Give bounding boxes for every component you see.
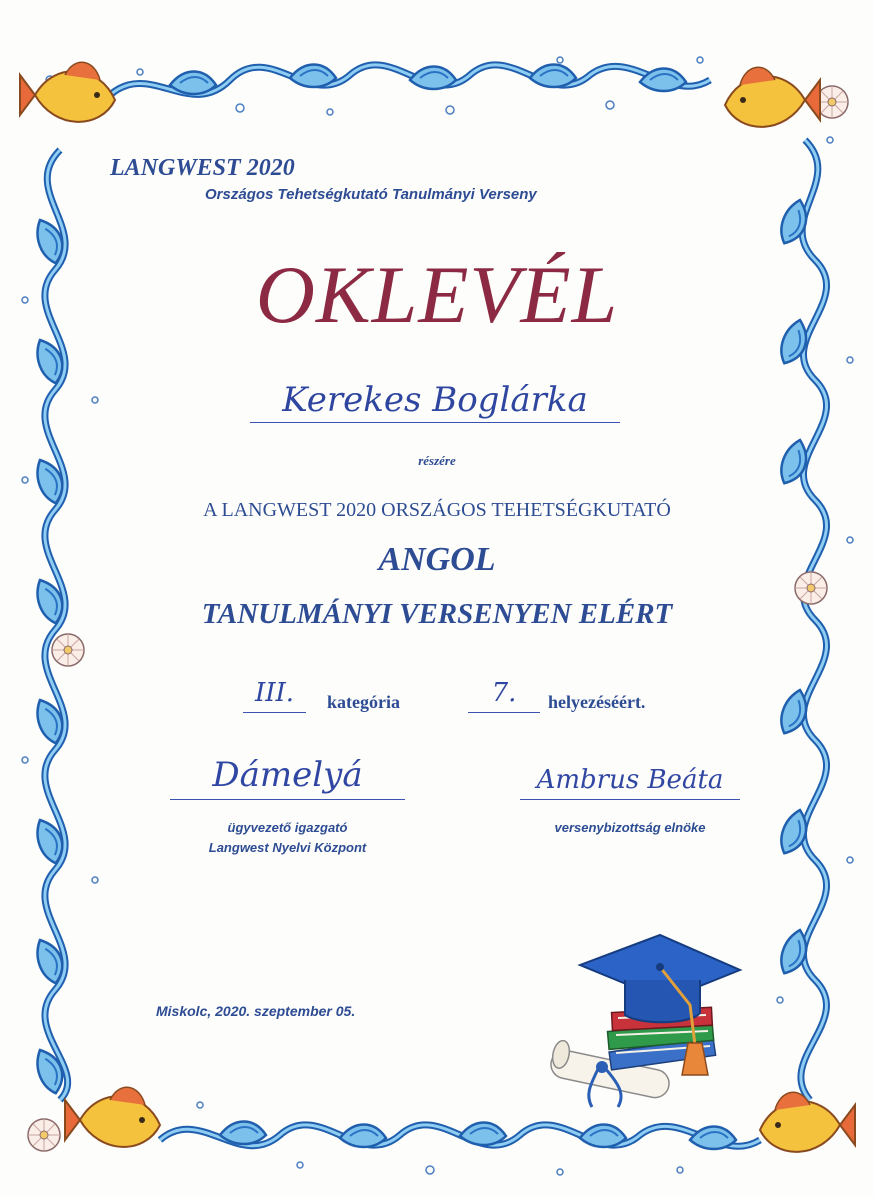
event-title: LANGWEST 2020 [110, 155, 295, 181]
place-value: 7. [468, 678, 540, 713]
recipient-name: Kerekes Boglárka [250, 380, 620, 423]
left-signer-role: ügyvezető igazgató [227, 820, 348, 835]
left-signer-org: Langwest Nyelvi Központ [208, 840, 367, 855]
achievement-line: TANULMÁNYI VERSENYEN ELÉRT [201, 598, 673, 630]
place-label: helyezéséért. [548, 692, 646, 712]
category-value: III. [243, 678, 306, 713]
issue-date: Miskolc, 2020. szeptember 05. [156, 1003, 356, 1019]
for-text: részére [418, 453, 456, 468]
graduation-illustration [530, 925, 760, 1115]
subject: ANGOL [378, 541, 496, 578]
event-subtitle: Országos Tehetségkutató Tanulmányi Verseny [205, 186, 537, 203]
right-signer-role: versenybizottság elnöke [554, 820, 706, 835]
category-label: kategória [327, 692, 400, 712]
left-signature: Dámelyá [170, 755, 405, 800]
certificate-title: OKLEVÉL [255, 249, 619, 340]
right-signature: Ambrus Beáta [520, 765, 740, 800]
competition-line: A LANGWEST 2020 ORSZÁGOS TEHETSÉGKUTATÓ [203, 499, 671, 521]
